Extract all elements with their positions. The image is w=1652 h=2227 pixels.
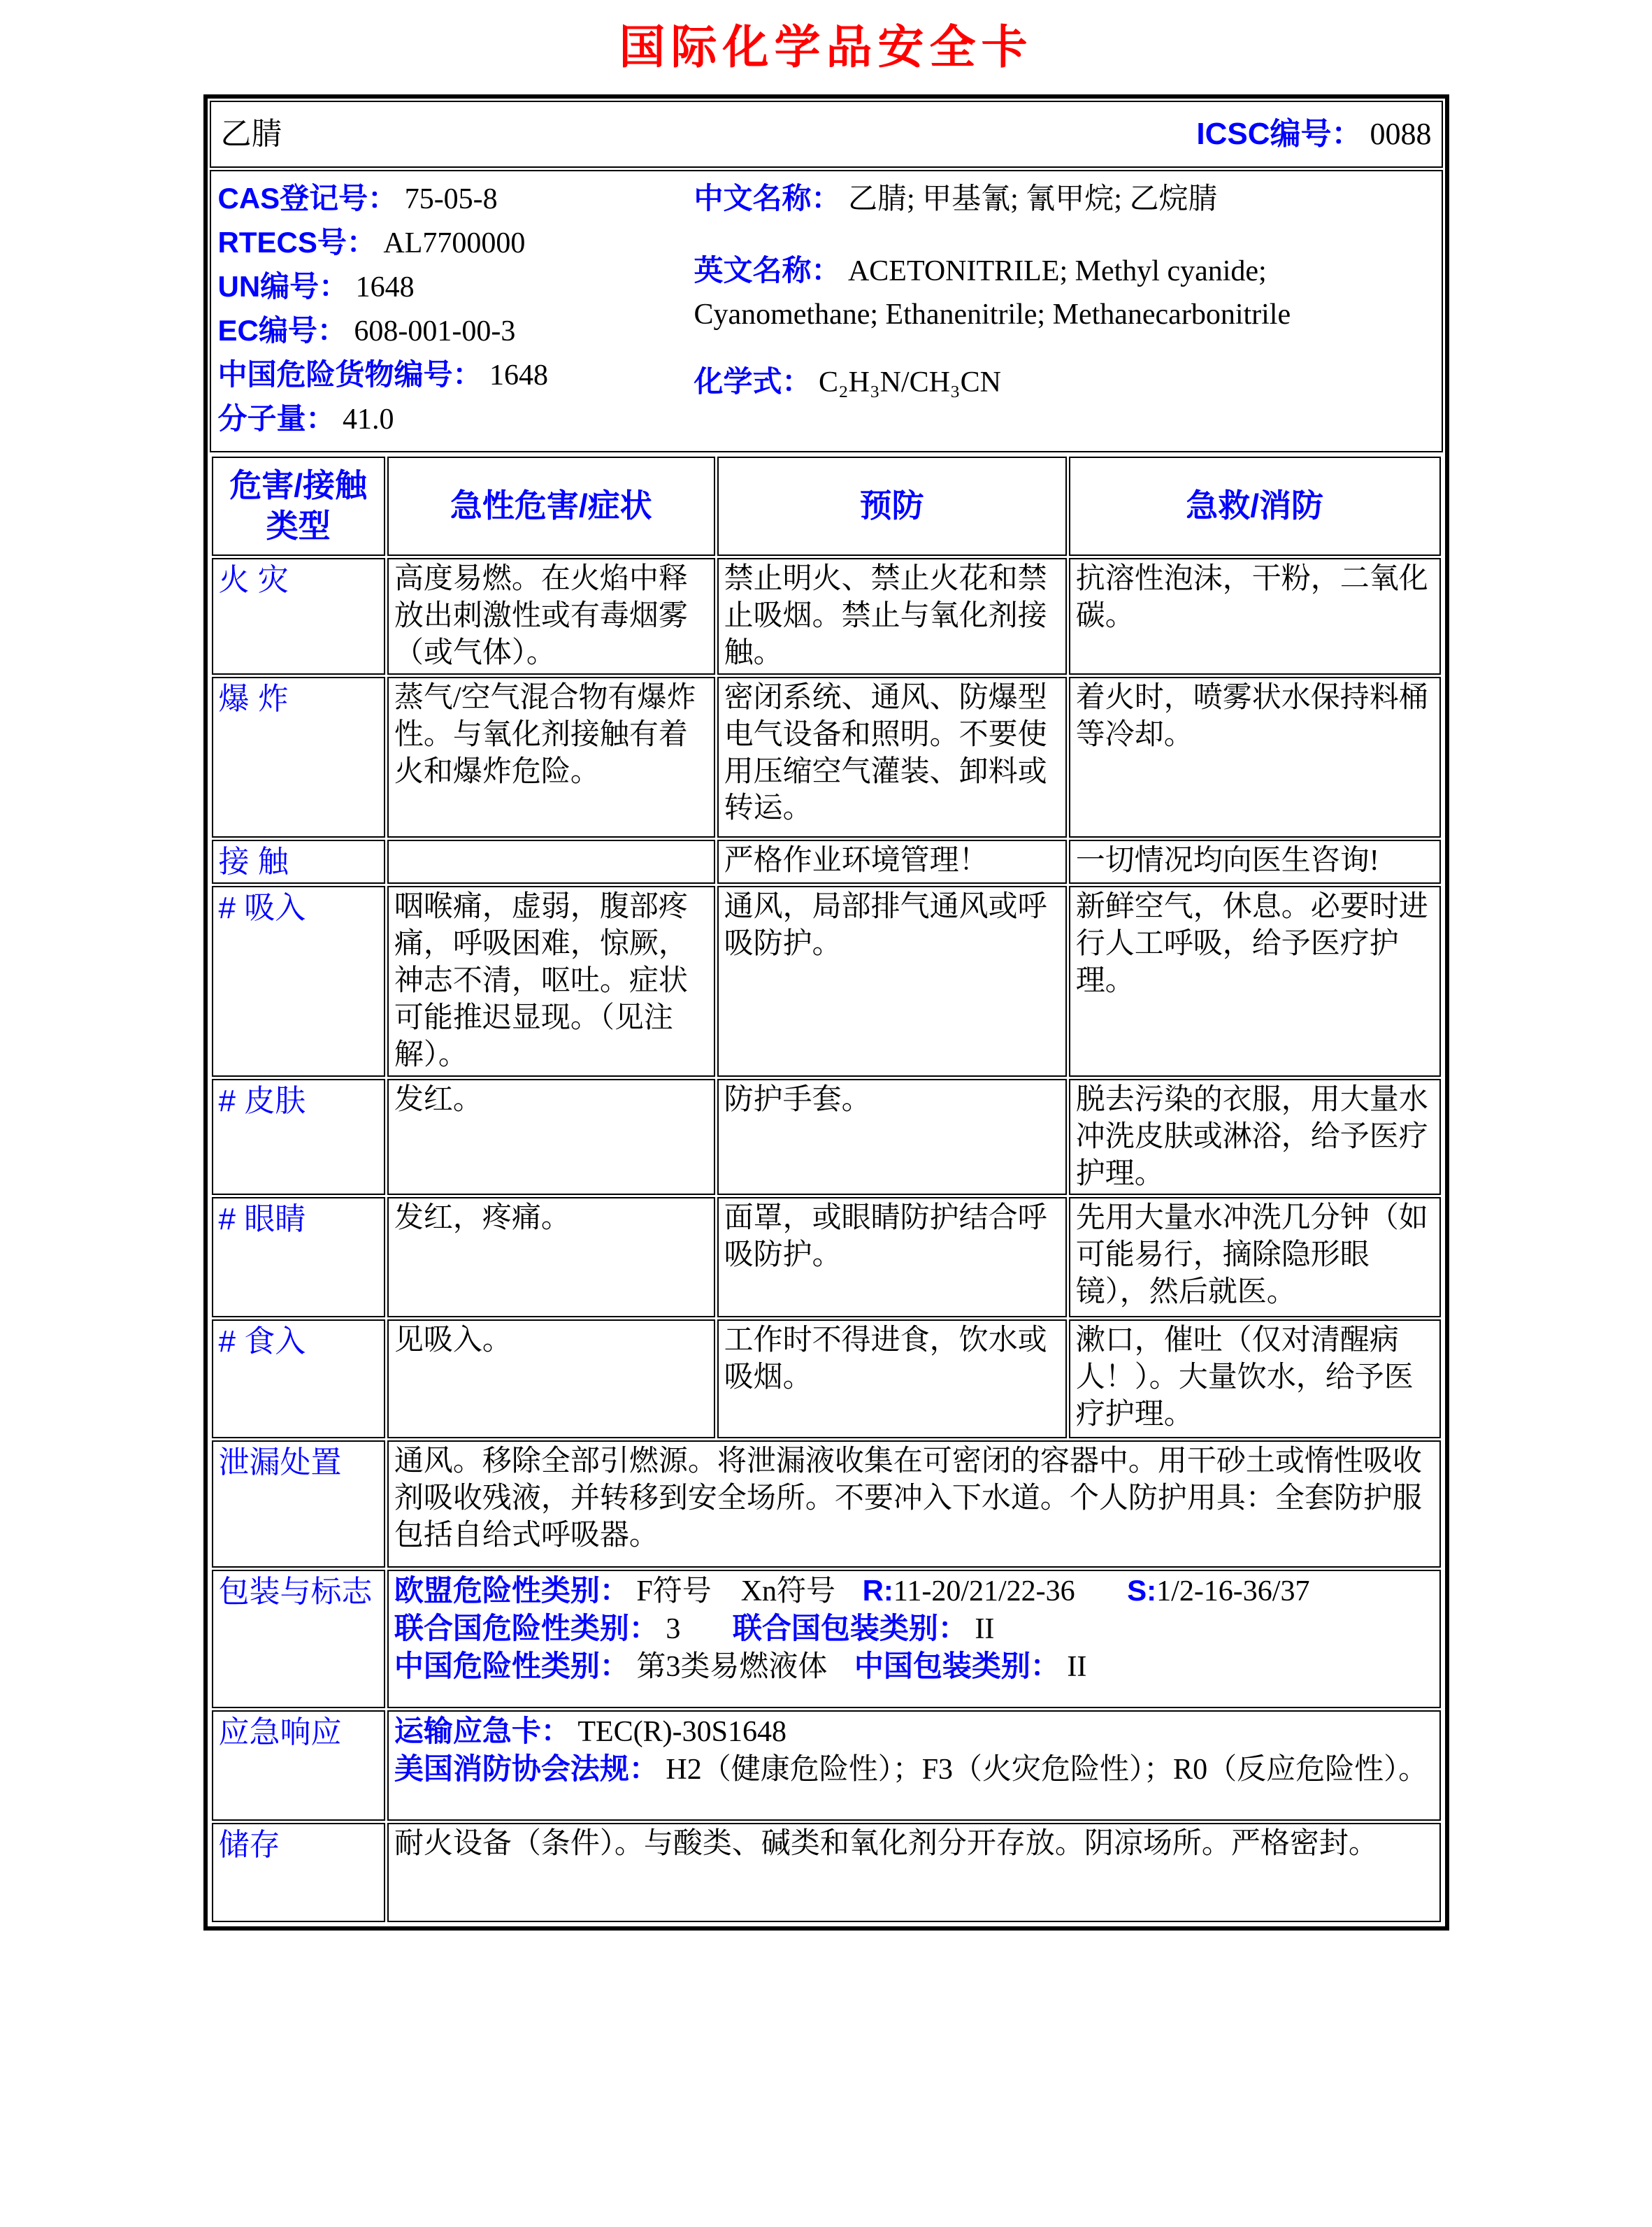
- eu-hazard-class-label: 欧盟危险性类别：: [394, 1574, 629, 1607]
- ingestion-response: 漱口，催吐（仅对清醒病人！）。大量饮水，给予医疗护理。: [1069, 1319, 1441, 1438]
- rtecs-number-field: [218, 221, 694, 265]
- s-phrases-label: S:: [1127, 1574, 1157, 1607]
- chinese-name-label: 中文名称：: [694, 182, 841, 215]
- row-packaging-labeling: [212, 1570, 1441, 1708]
- hazard-table-header-row: [212, 457, 1441, 556]
- page-title: 国际化学品安全卡: [619, 21, 1033, 73]
- fire-prevention: 禁止明火、禁止火花和禁止吸烟。禁止与氧化剂接触。: [717, 558, 1067, 675]
- header-prevention: 预防: [717, 457, 1067, 556]
- hazard-table: [210, 454, 1443, 1924]
- molecular-weight-field: [218, 397, 694, 441]
- un-number-label: UN编号：: [217, 270, 349, 303]
- header-hazard-type: 危害/接触 类型: [212, 457, 385, 556]
- contact-symptoms: [387, 840, 715, 884]
- hazard-table-section: [210, 454, 1443, 1924]
- molecular-weight-label: 分子量：: [217, 402, 336, 435]
- china-packing-group-label: 中国包装类别：: [854, 1649, 1060, 1683]
- row-inhalation-label: # 吸入: [212, 886, 385, 1077]
- un-hazard-class-value: 3: [666, 1613, 681, 1646]
- nfpa-code-label: 美国消防协会法规：: [394, 1752, 659, 1786]
- row-skin-label: # 皮肤: [212, 1079, 385, 1196]
- inhalation-prevention: 通风，局部排气通风或呼吸防护。: [717, 886, 1067, 1077]
- skin-symptoms: 发红。: [387, 1079, 715, 1196]
- ec-number-field: [218, 309, 694, 353]
- eu-hazard-class-line: [394, 1573, 1434, 1610]
- rtecs-number-label: RTECS号：: [217, 226, 376, 259]
- row-fire-label: 火 灾: [212, 558, 385, 675]
- icsc-number-value: 0088: [1370, 117, 1432, 151]
- icsc-number: [1196, 108, 1431, 153]
- row-eyes-label: # 眼睛: [212, 1197, 385, 1317]
- chinese-name-field: [694, 177, 1438, 221]
- china-packing-group-value: II: [1067, 1651, 1087, 1684]
- contact-response: 一切情况均向医生咨询!: [1069, 840, 1441, 884]
- cas-number-field: [218, 177, 694, 221]
- row-fire: [212, 558, 1441, 675]
- explosion-prevention: 密闭系统、通风、防爆型电气设备和照明。不要使用压缩空气灌装、卸料或转运。: [717, 677, 1067, 838]
- eu-hazard-class-value: F符号 Xn符号: [636, 1575, 836, 1608]
- row-spill-disposal: [212, 1440, 1441, 1568]
- cas-number-value: 75-05-8: [404, 183, 498, 215]
- packaging-labeling-content: [387, 1570, 1441, 1708]
- contact-prevention: 严格作业环境管理！: [717, 840, 1067, 884]
- ec-number-label: EC编号：: [217, 314, 347, 347]
- eyes-symptoms: 发红，疼痛。: [387, 1197, 715, 1317]
- row-spill-disposal-label: 泄漏处置: [212, 1440, 385, 1568]
- row-contact-label: 接 触: [212, 840, 385, 884]
- r-phrases-label: R:: [862, 1574, 893, 1607]
- identification-left-column: [215, 177, 694, 441]
- row-ingestion-label: # 食入: [212, 1319, 385, 1438]
- safety-card: [203, 94, 1449, 1931]
- un-number-field: [218, 265, 694, 309]
- row-packaging-labeling-label: 包装与标志: [212, 1570, 385, 1708]
- r-phrases-value: 11-20/21/22-36: [893, 1575, 1075, 1608]
- fire-symptoms: 高度易燃。在火焰中释放出刺激性或有毒烟雾（或气体）。: [387, 558, 715, 675]
- chemical-formula-label: 化学式：: [694, 365, 812, 398]
- s-phrases-value: 1/2-16-36/37: [1156, 1575, 1310, 1608]
- emergency-response-content: [387, 1710, 1441, 1821]
- identification-right-column: [694, 177, 1438, 441]
- row-ingestion: [212, 1319, 1441, 1438]
- header-box: [210, 101, 1443, 168]
- un-number-value: 1648: [355, 271, 415, 303]
- eyes-prevention: 面罩，或眼睛防护结合呼吸防护。: [717, 1197, 1067, 1317]
- inhalation-symptoms: 咽喉痛，虚弱，腹部疼痛，呼吸困难，惊厥，神志不清，呕吐。症状可能推迟显现。（见注解）。: [387, 886, 715, 1077]
- eyes-response: 先用大量水冲洗几分钟（如可能易行，摘除隐形眼镜），然后就医。: [1069, 1197, 1441, 1317]
- ingestion-prevention: 工作时不得进食，饮水或吸烟。: [717, 1319, 1067, 1438]
- ingestion-symptoms: 见吸入。: [387, 1319, 715, 1438]
- row-storage: [212, 1823, 1441, 1922]
- row-storage-label: 储存: [212, 1823, 385, 1922]
- header-first-aid: 急救/消防: [1069, 457, 1441, 556]
- molecular-weight-value: 41.0: [343, 403, 394, 436]
- english-name-label: 英文名称：: [694, 254, 841, 287]
- identification-section: [210, 170, 1443, 452]
- header-acute-hazards: 急性危害/症状: [387, 457, 715, 556]
- row-explosion-label: 爆 炸: [212, 677, 385, 838]
- row-emergency-response-label: 应急响应: [212, 1710, 385, 1821]
- cas-number-label: CAS登记号：: [217, 182, 398, 215]
- english-name-field: [694, 249, 1438, 336]
- explosion-symptoms: 蒸气/空气混合物有爆炸性。与氧化剂接触有着火和爆炸危险。: [387, 677, 715, 838]
- row-contact: [212, 840, 1441, 884]
- chinese-name-value: 乙腈; 甲基氰; 氰甲烷; 乙烷腈: [847, 183, 1218, 215]
- nfpa-code-value: H2（健康危险性）；F3（火灾危险性）；R0（反应危险性）。: [666, 1754, 1428, 1786]
- skin-response: 脱去污染的衣服，用大量水冲洗皮肤或淋浴，给予医疗护理。: [1069, 1079, 1441, 1196]
- chemical-formula-value: C₂H₃N/CH₃CN: [818, 366, 1001, 399]
- icsc-number-label: ICSC编号：: [1196, 117, 1363, 151]
- china-hazard-class-value: 第3类易燃液体: [636, 1651, 828, 1684]
- chemical-formula-field: [694, 360, 1438, 404]
- un-hazard-class-label: 联合国危险性类别：: [394, 1612, 659, 1645]
- un-hazard-class-line: [394, 1610, 1434, 1648]
- storage-text: 耐火设备（条件）。与酸类、碱类和氧化剂分开存放。阴凉场所。严格密封。: [387, 1823, 1441, 1922]
- skin-prevention: 防护手套。: [717, 1079, 1067, 1196]
- un-packing-group-value: II: [975, 1613, 995, 1646]
- transport-emergency-card-value: TEC(R)-30S1648: [577, 1716, 787, 1749]
- china-dangerous-goods-number-field: [218, 353, 694, 397]
- china-dangerous-goods-number-label: 中国危险货物编号：: [217, 358, 482, 391]
- china-hazard-class-line: [394, 1648, 1434, 1686]
- spill-disposal-text: 通风。移除全部引燃源。将泄漏液收集在可密闭的容器中。用干砂土或惰性吸收剂吸收残液，并转移到安全场所。不要冲入下水道。个人防护用具：全套防护服包括自给式呼吸器。: [387, 1440, 1441, 1568]
- china-dangerous-goods-number-value: 1648: [489, 359, 549, 392]
- rtecs-number-value: AL7700000: [383, 227, 526, 259]
- china-hazard-class-label: 中国危险性类别：: [394, 1649, 629, 1683]
- fire-response: 抗溶性泡沫，干粉，二氧化碳。: [1069, 558, 1441, 675]
- chemical-name: 乙腈: [220, 117, 282, 151]
- row-emergency-response: [212, 1710, 1441, 1821]
- nfpa-code-line: [394, 1751, 1434, 1789]
- un-packing-group-label: 联合国包装类别：: [732, 1612, 968, 1645]
- row-skin: [212, 1079, 1441, 1196]
- inhalation-response: 新鲜空气，休息。必要时进行人工呼吸，给予医疗护理。: [1069, 886, 1441, 1077]
- ec-number-value: 608-001-00-3: [354, 315, 516, 348]
- row-inhalation: [212, 886, 1441, 1077]
- transport-emergency-card-label: 运输应急卡：: [394, 1714, 570, 1748]
- transport-emergency-card-line: [394, 1713, 1434, 1751]
- english-name-value: ACETONITRILE; Methyl cyanide; Cyanomethane; Ethanenitrile; Methanecarbonitrile: [694, 255, 1291, 331]
- row-eyes: [212, 1197, 1441, 1317]
- row-explosion: [212, 677, 1441, 838]
- explosion-response: 着火时，喷雾状水保持料桶等冷却。: [1069, 677, 1441, 838]
